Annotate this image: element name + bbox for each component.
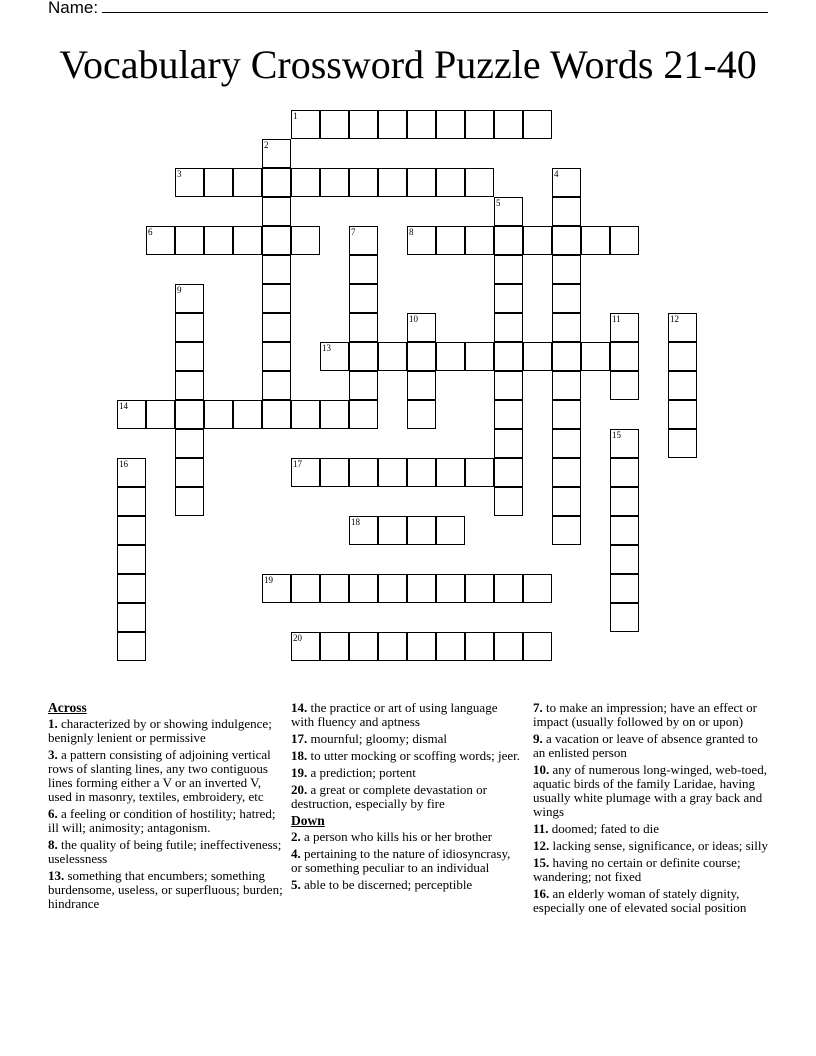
clue-down-9: 9. a vacation or leave of absence granted to an enlisted person (533, 731, 758, 760)
clue-number: 19 (264, 575, 273, 585)
grid-cell[interactable] (175, 284, 204, 313)
grid-cell[interactable] (349, 110, 378, 139)
grid-cell[interactable] (349, 400, 378, 429)
clue-number: 2 (264, 140, 269, 150)
clue-down-7: 7. to make an impression; have an effect or impact (usually followed by on or upon) (533, 700, 757, 729)
grid-cell[interactable] (204, 226, 233, 255)
grid-cell[interactable] (262, 197, 291, 226)
grid-cell[interactable] (610, 371, 639, 400)
grid-cell[interactable] (378, 632, 407, 661)
clue-across-6: 6. a feeling or condition of hostility; hatred; ill will; animosity; antagonism. (48, 806, 276, 835)
grid-cell[interactable] (465, 574, 494, 603)
grid-cell[interactable] (175, 342, 204, 371)
grid-cell[interactable] (523, 574, 552, 603)
grid-cell[interactable] (523, 226, 552, 255)
grid-cell[interactable] (523, 110, 552, 139)
grid-cell[interactable] (494, 458, 523, 487)
grid-cell[interactable] (349, 226, 378, 255)
clue-number: 14 (119, 401, 128, 411)
grid-cell[interactable] (407, 168, 436, 197)
grid-cell[interactable] (494, 487, 523, 516)
grid-cell[interactable] (465, 458, 494, 487)
grid-cell[interactable] (552, 313, 581, 342)
grid-cell[interactable] (407, 632, 436, 661)
grid-cell[interactable] (349, 516, 378, 545)
grid-cell[interactable] (552, 458, 581, 487)
clue-number: 6 (148, 227, 153, 237)
grid-cell[interactable] (610, 545, 639, 574)
grid-cell[interactable] (175, 458, 204, 487)
clue-down-12: 12. lacking sense, significance, or ideas; silly (533, 838, 769, 853)
grid-cell[interactable] (494, 400, 523, 429)
name-label: Name: (48, 0, 99, 17)
grid-cell[interactable] (407, 313, 436, 342)
grid-cell[interactable] (552, 284, 581, 313)
grid-cell[interactable] (175, 400, 204, 429)
clue-number: 16 (119, 459, 128, 469)
grid-cell[interactable] (610, 429, 639, 458)
clue-number: 13 (322, 343, 331, 353)
page-title: Vocabulary Crossword Puzzle Words 21-40 (59, 42, 757, 87)
clue-down-10: 10. any of numerous long-winged, web-toed, aquatic birds of the family Laridae, having usually white plumage with a gray back and wings (533, 762, 767, 819)
grid-cell[interactable] (320, 458, 349, 487)
grid-cell[interactable] (465, 632, 494, 661)
clues-column-1 (48, 701, 283, 914)
grid-cell[interactable] (523, 342, 552, 371)
grid-cell[interactable] (436, 516, 465, 545)
clue-number: 8 (409, 227, 414, 237)
grid-cell[interactable] (262, 226, 291, 255)
grid-cell[interactable] (407, 458, 436, 487)
grid-cell[interactable] (117, 516, 146, 545)
grid-cell[interactable] (552, 429, 581, 458)
grid-cell[interactable] (494, 255, 523, 284)
grid-cell[interactable] (610, 342, 639, 371)
clue-number: 7 (351, 227, 356, 237)
grid-cell[interactable] (262, 574, 291, 603)
grid-cell[interactable] (494, 226, 523, 255)
grid-cell[interactable] (465, 342, 494, 371)
grid-cell[interactable] (494, 632, 523, 661)
grid-cell[interactable] (552, 487, 581, 516)
grid-cell[interactable] (465, 168, 494, 197)
grid-cell[interactable] (291, 632, 320, 661)
grid-cell[interactable] (436, 458, 465, 487)
grid-cell[interactable] (349, 342, 378, 371)
grid-cell[interactable] (117, 545, 146, 574)
grid-cell[interactable] (262, 342, 291, 371)
clues-column-3 (533, 701, 773, 918)
grid-cell[interactable] (494, 574, 523, 603)
grid-cell[interactable] (233, 400, 262, 429)
grid-cell[interactable] (117, 632, 146, 661)
grid-cell[interactable] (291, 574, 320, 603)
grid-cell[interactable] (494, 197, 523, 226)
grid-cell[interactable] (291, 168, 320, 197)
grid-cell[interactable] (668, 313, 697, 342)
grid-cell[interactable] (320, 400, 349, 429)
grid-cell[interactable] (668, 371, 697, 400)
down-heading: Down (291, 813, 325, 828)
grid-cell[interactable] (668, 429, 697, 458)
grid-cell[interactable] (494, 429, 523, 458)
clue-down-4: 4. pertaining to the nature of idiosyncrasy, or something peculiar to an individual (291, 846, 511, 875)
grid-cell[interactable] (233, 168, 262, 197)
clue-number: 18 (351, 517, 360, 527)
clue-number: 20 (293, 633, 302, 643)
grid-cell[interactable] (349, 313, 378, 342)
grid-cell[interactable] (610, 487, 639, 516)
grid-cell[interactable] (320, 168, 349, 197)
grid-cell[interactable] (407, 110, 436, 139)
grid-cell[interactable] (378, 574, 407, 603)
grid-cell[interactable] (523, 632, 552, 661)
grid-cell[interactable] (146, 400, 175, 429)
grid-cell[interactable] (262, 168, 291, 197)
grid-cell[interactable] (407, 516, 436, 545)
grid-cell[interactable] (436, 342, 465, 371)
grid-cell[interactable] (494, 342, 523, 371)
grid-cell[interactable] (407, 400, 436, 429)
grid-cell[interactable] (146, 226, 175, 255)
clue-number: 1 (293, 111, 298, 121)
grid-cell[interactable] (407, 226, 436, 255)
grid-cell[interactable] (378, 516, 407, 545)
clue-across-1: 1. characterized by or showing indulgence; benignly lenient or permissive (48, 716, 272, 745)
grid-cell[interactable] (378, 342, 407, 371)
across-heading: Across (48, 700, 87, 715)
clue-down-5: 5. able to be discerned; perceptible (291, 877, 473, 892)
grid-cell[interactable] (262, 371, 291, 400)
clue-number: 10 (409, 314, 418, 324)
grid-cell[interactable] (668, 342, 697, 371)
grid-cell[interactable] (378, 110, 407, 139)
grid-cell[interactable] (262, 139, 291, 168)
grid-cell[interactable] (117, 487, 146, 516)
grid-cell[interactable] (204, 168, 233, 197)
grid-cell[interactable] (436, 226, 465, 255)
clue-across-17: 17. mournful; gloomy; dismal (291, 731, 447, 746)
grid-cell[interactable] (204, 400, 233, 429)
grid-cell[interactable] (610, 516, 639, 545)
grid-cell[interactable] (262, 284, 291, 313)
grid-cell[interactable] (291, 226, 320, 255)
grid-cell[interactable] (407, 342, 436, 371)
clue-number: 17 (293, 459, 302, 469)
grid-cell[interactable] (378, 458, 407, 487)
clue-down-11: 11. doomed; fated to die (533, 821, 660, 836)
grid-cell[interactable] (610, 458, 639, 487)
grid-cell[interactable] (581, 226, 610, 255)
grid-cell[interactable] (552, 255, 581, 284)
grid-cell[interactable] (320, 342, 349, 371)
clue-number: 12 (670, 314, 679, 324)
grid-cell[interactable] (581, 342, 610, 371)
grid-cell[interactable] (233, 226, 262, 255)
grid-cell[interactable] (320, 110, 349, 139)
clue-across-8: 8. the quality of being futile; ineffectiveness; uselessness (48, 837, 282, 866)
grid-cell[interactable] (175, 429, 204, 458)
grid-cell[interactable] (175, 168, 204, 197)
clue-number: 9 (177, 285, 182, 295)
grid-cell[interactable] (552, 197, 581, 226)
clue-number: 4 (554, 169, 559, 179)
grid-cell[interactable] (291, 110, 320, 139)
grid-cell[interactable] (175, 226, 204, 255)
grid-cell[interactable] (117, 574, 146, 603)
grid-cell[interactable] (610, 226, 639, 255)
clue-across-20: 20. a great or complete devastation or destruction, especially by fire (291, 782, 488, 811)
grid-cell[interactable] (552, 371, 581, 400)
clue-down-15: 15. having no certain or definite course; wandering; not fixed (533, 855, 741, 884)
grid-cell[interactable] (117, 458, 146, 487)
grid-cell[interactable] (117, 400, 146, 429)
grid-cell[interactable] (407, 371, 436, 400)
clue-number: 5 (496, 198, 501, 208)
grid-cell[interactable] (494, 284, 523, 313)
clue-number: 11 (612, 314, 621, 324)
grid-cell[interactable] (610, 574, 639, 603)
grid-cell[interactable] (494, 371, 523, 400)
grid-cell[interactable] (349, 458, 378, 487)
clue-down-16: 16. an elderly woman of stately dignity, especially one of elevated social position (533, 886, 747, 915)
grid-cell[interactable] (552, 226, 581, 255)
grid-cell[interactable] (465, 226, 494, 255)
grid-cell[interactable] (349, 255, 378, 284)
grid-cell[interactable] (436, 632, 465, 661)
clue-across-3: 3. a pattern consisting of adjoining vertical rows of slanting lines, any two contiguous lines forming either a V or an inverted V, used in masonry, textiles, embroidery, etc (48, 747, 271, 804)
grid-cell[interactable] (407, 574, 436, 603)
grid-cell[interactable] (552, 342, 581, 371)
grid-cell[interactable] (494, 110, 523, 139)
grid-cell[interactable] (349, 632, 378, 661)
grid-cell[interactable] (320, 632, 349, 661)
clue-number: 3 (177, 169, 182, 179)
grid-cell[interactable] (291, 400, 320, 429)
grid-cell[interactable] (175, 313, 204, 342)
grid-cell[interactable] (262, 255, 291, 284)
grid-cell[interactable] (378, 168, 407, 197)
grid-cell[interactable] (291, 458, 320, 487)
clue-across-14: 14. the practice or art of using language with fluency and aptness (291, 700, 498, 729)
grid-cell[interactable] (175, 371, 204, 400)
grid-cell[interactable] (175, 487, 204, 516)
grid-cell[interactable] (349, 168, 378, 197)
grid-cell[interactable] (465, 110, 494, 139)
clue-number: 15 (612, 430, 621, 440)
grid-cell[interactable] (552, 516, 581, 545)
grid-cell[interactable] (349, 371, 378, 400)
grid-cell[interactable] (494, 313, 523, 342)
grid-cell[interactable] (610, 313, 639, 342)
grid-cell[interactable] (117, 603, 146, 632)
grid-cell[interactable] (349, 284, 378, 313)
clue-across-19: 19. a prediction; portent (291, 765, 416, 780)
grid-cell[interactable] (349, 574, 378, 603)
grid-cell[interactable] (262, 400, 291, 429)
grid-cell[interactable] (320, 574, 349, 603)
grid-cell[interactable] (436, 168, 465, 197)
grid-cell[interactable] (552, 400, 581, 429)
grid-cell[interactable] (262, 313, 291, 342)
grid-cell[interactable] (436, 574, 465, 603)
clue-across-18: 18. to utter mocking or scoffing words; jeer. (291, 748, 521, 763)
grid-cell[interactable] (436, 110, 465, 139)
clue-down-2: 2. a person who kills his or her brother (291, 829, 493, 844)
grid-cell[interactable] (552, 168, 581, 197)
clues-column-2 (291, 701, 521, 895)
grid-cell[interactable] (668, 400, 697, 429)
grid-cell[interactable] (610, 603, 639, 632)
clue-across-13: 13. something that encumbers; something burdensome, useless, or superfluous; burden; hindrance (48, 868, 283, 911)
